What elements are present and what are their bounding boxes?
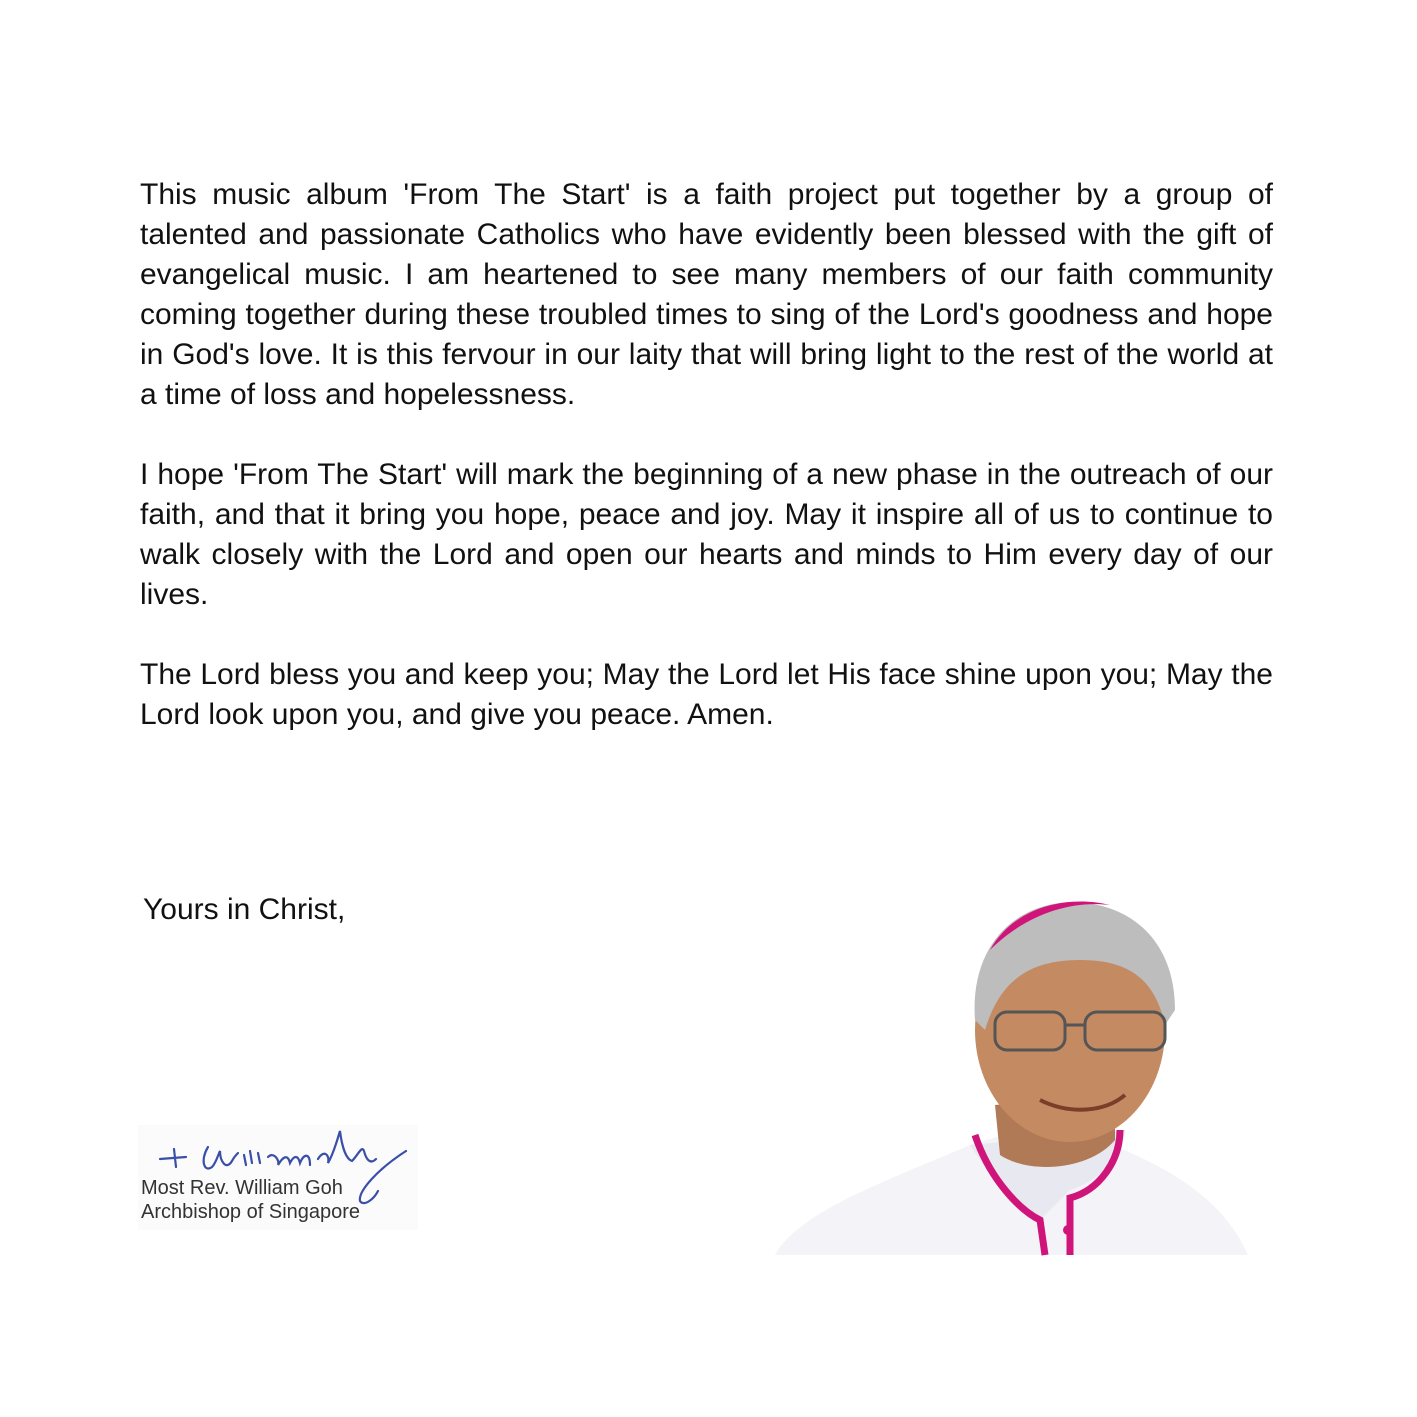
- letter-body: [140, 175, 1273, 775]
- signatory-name: Most Rev. William Goh: [141, 1177, 343, 1199]
- archbishop-portrait: [770, 890, 1260, 1260]
- closing: Yours in Christ,: [143, 893, 346, 926]
- paragraph: I hope 'From The Start' will mark the beginning of a new phase in the outreach of our faith, and that it bring you hope, peace and joy. May it inspire all of us to continue to walk closely with the Lord and open our hearts and minds to Him every day of our lives.: [140, 458, 1273, 611]
- paragraph: The Lord bless you and keep you; May the Lord let His face shine upon you; May the Lord look upon you, and give you peace. Amen.: [140, 658, 1273, 731]
- signature-block: [138, 1125, 418, 1230]
- signatory-title: Archbishop of Singapore: [141, 1201, 361, 1223]
- paragraph: This music album 'From The Start' is a faith project put together by a group of talented and passionate Catholics who have evidently been blessed with the gift of evangelical music. I am heartened to see many members of our faith community coming together during these troubled times to sing of the Lord's goodness and hope in God's love. It is this fervour in our laity that will bring light to the rest of the world at a time of loss and hopelessness.: [140, 178, 1273, 411]
